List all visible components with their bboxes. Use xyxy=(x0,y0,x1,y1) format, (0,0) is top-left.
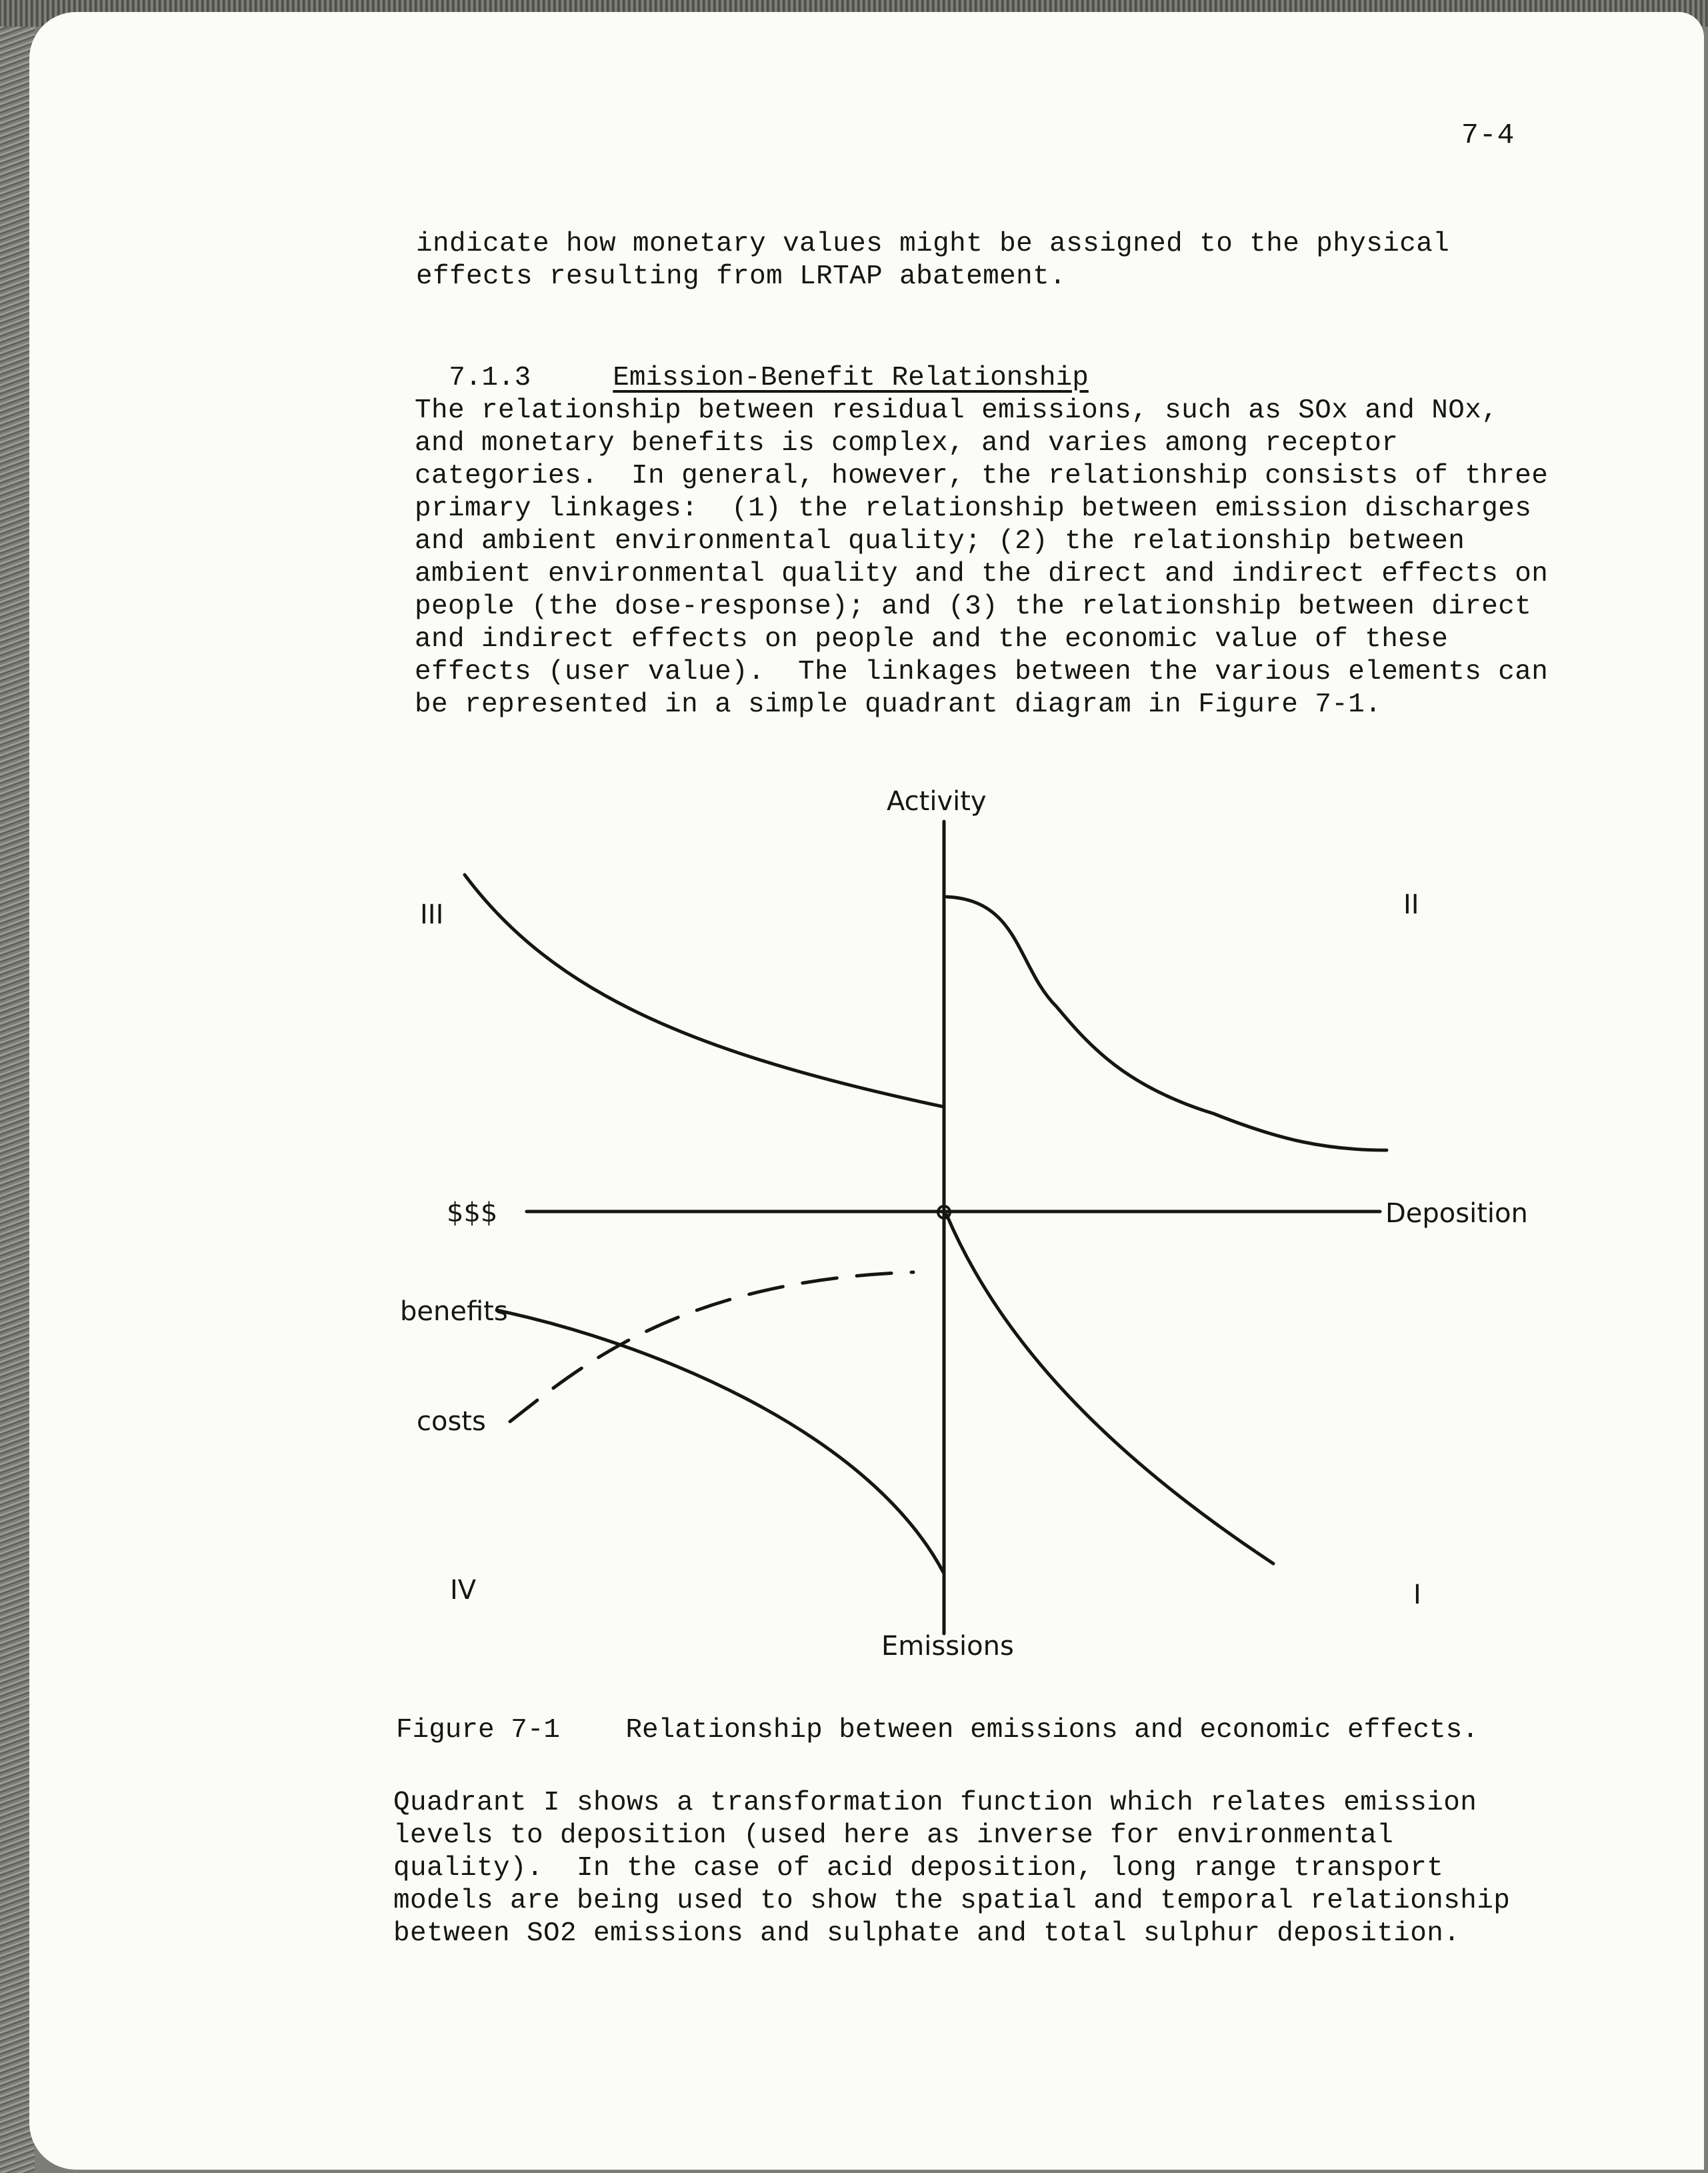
section-number: 7.1.3 xyxy=(449,363,531,393)
curve-costs xyxy=(510,1272,913,1422)
curve-quadrant-iii xyxy=(465,875,944,1107)
axis-label-deposition: Deposition xyxy=(1385,1198,1528,1229)
figure-caption: Figure 7-1 Relationship between emissions and economic effects. xyxy=(396,1715,1479,1746)
quadrant-label-ii: II xyxy=(1403,889,1419,920)
axis-label-dollars: $$$ xyxy=(447,1198,498,1228)
closing-paragraph: Quadrant I shows a transformation function which relates emission levels to deposition (used here as inverse for environmental quality). In the case of acid deposition, long range transport models are being used to show the spatial and temporal relationship between SO2 emissions and sulphate and total sulphur deposition. xyxy=(393,1788,1511,1949)
label-costs: costs xyxy=(417,1406,486,1437)
quadrant-label-iii: III xyxy=(420,899,444,930)
curve-benefits xyxy=(497,1310,944,1574)
curve-quadrant-ii xyxy=(947,897,1387,1150)
section-title: Emission-Benefit Relationship xyxy=(613,363,1089,393)
axis-label-activity: Activity xyxy=(887,786,987,817)
section-heading xyxy=(416,332,1089,393)
page-number: 7-4 xyxy=(1461,119,1515,151)
axis-label-emissions: Emissions xyxy=(881,1631,1014,1662)
intro-paragraph: indicate how monetary values might be assigned to the physical effects resulting from LRTAP abatement. xyxy=(416,229,1450,292)
curve-quadrant-i xyxy=(947,1215,1273,1564)
quadrant-label-i: I xyxy=(1413,1580,1421,1610)
body-paragraph: The relationship between residual emissions, such as SOx and NOx, and monetary benefits is complex, and varies among receptor categories. In general, however, the relationship consists of three primary linkages: (1) the relationship between emission discharges and ambient environmental quality; (2) the relationship between ambient environmental quality and the direct and indirect effects on people (the dose-response); and (3) the relationship between direct and indirect effects on people and the economic value of these effects (user value). The linkages between the various elements can be represented in a simple quadrant diagram in Figure 7-1. xyxy=(415,395,1549,720)
quadrant-diagram xyxy=(360,767,1560,1687)
label-benefits: benefits xyxy=(400,1296,508,1327)
quadrant-label-iv: IV xyxy=(450,1575,477,1606)
